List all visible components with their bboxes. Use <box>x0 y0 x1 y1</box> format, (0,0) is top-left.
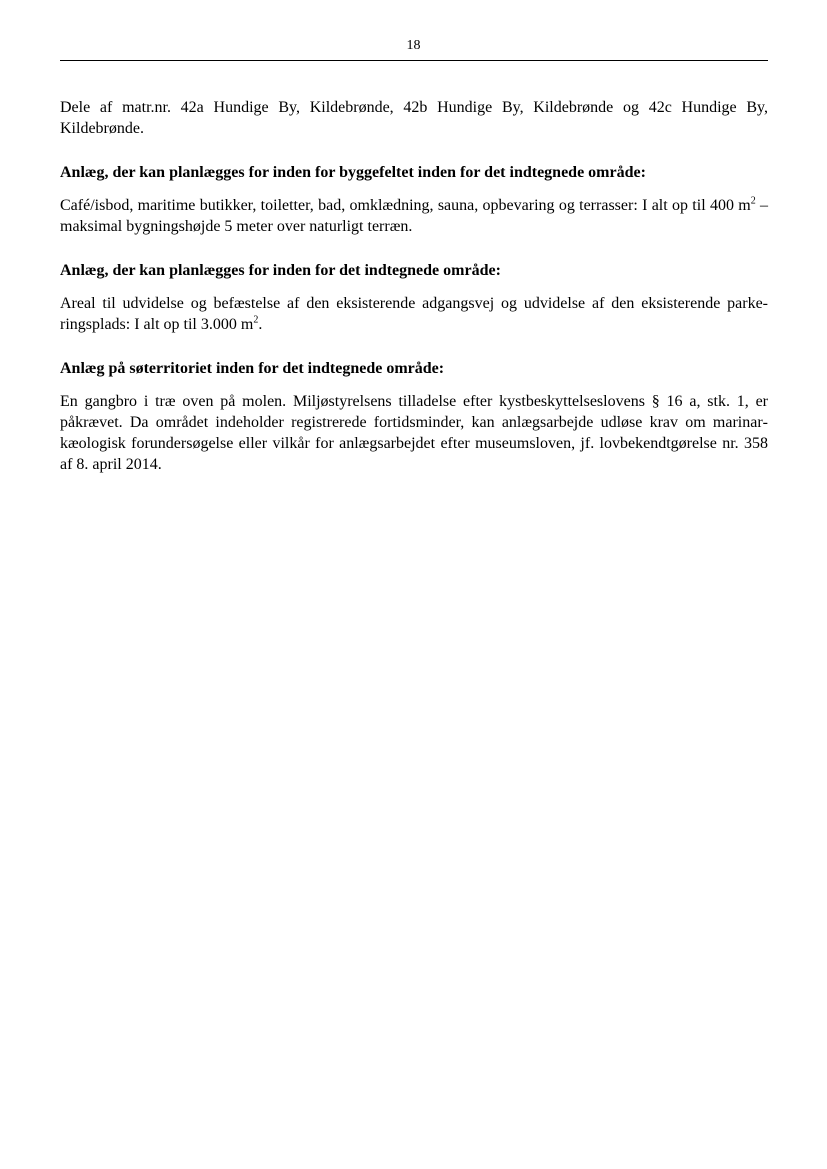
section-paragraph-building-field <box>60 195 768 237</box>
spacer <box>60 183 768 195</box>
superscript: 2 <box>750 195 756 207</box>
spacer <box>60 335 768 358</box>
paragraph-text: Areal til udvidelse og befæstelse af den eksisterende adgangsvej og udvidelse af den eksisterende parkeringsplads: I alt op til 3.000 m <box>60 295 768 333</box>
superscript: 2 <box>253 314 259 326</box>
section-heading-area: Anlæg, der kan planlægges for inden for det indtegnede område: <box>60 262 501 279</box>
document-body <box>60 97 768 475</box>
paragraph-text: . <box>258 316 263 333</box>
intro-paragraph: Dele af matr.nr. 42a Hundige By, Kildebrønde, 42b Hundige By, Kildebrønde og 42c Hundige By, Kildebrønde. <box>60 99 768 137</box>
spacer <box>60 237 768 260</box>
header-rule <box>60 60 768 61</box>
paragraph-text: – maksimal bygningshøjde 5 meter over naturligt terræn. <box>60 197 769 235</box>
spacer <box>60 281 768 293</box>
section-heading-sea-territory: Anlæg på søterritoriet inden for det indtegnede område: <box>60 360 445 377</box>
page-number: 18 <box>406 38 421 53</box>
paragraph-text: Café/isbod, maritime butikker, toiletter, bad, omklædning, sauna, opbevaring og terrasser: I alt op til 400 m <box>60 197 751 214</box>
section-paragraph-area <box>60 293 768 335</box>
section-heading-building-field: Anlæg, der kan planlægges for inden for byggefeltet inden for det indtegnede område: <box>60 164 646 181</box>
spacer <box>60 379 768 391</box>
section-paragraph-sea-territory: En gangbro i træ oven på molen. Miljøstyrelsens tilladelse efter kystbeskyttelseslovens § 16 a, stk. 1, er påkrævet. Da området indeholder registrerede fortidsminder, kan anlægsarbejde udløse krav om marinarkæologisk forundersøgelse eller vilkår for anlægsarbejdet efter museumsloven, jf. lovbekendtgørelse nr. 358 af 8. april 2014. <box>60 393 768 473</box>
spacer <box>60 139 768 162</box>
